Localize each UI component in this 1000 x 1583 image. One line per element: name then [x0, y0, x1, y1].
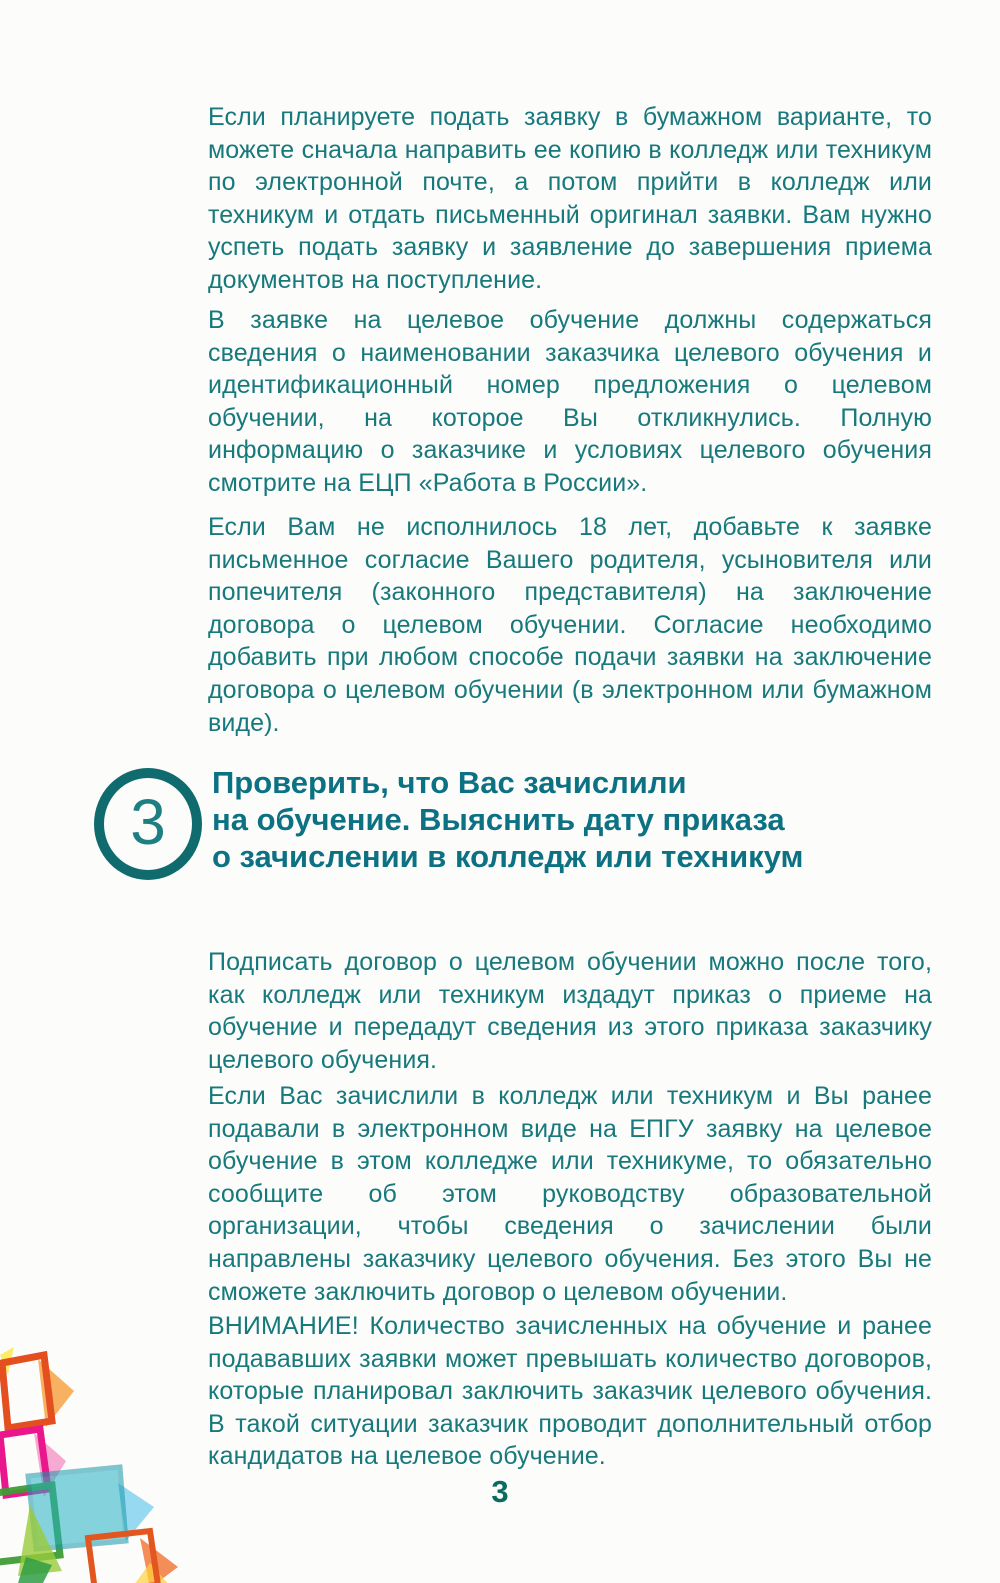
- step-heading-line-3: о зачислении в колледж или техникум: [212, 839, 804, 874]
- step-heading: [212, 764, 952, 875]
- step-number: 3: [130, 786, 166, 858]
- page-number: 3: [491, 1474, 509, 1509]
- body-paragraph-4: Подписать договор о целевом обучении можно после того, как колледж или техникум издадут приказ о приеме на обучение и передадут сведения из этого приказа заказчику целевого обучения.: [208, 948, 932, 1074]
- body-paragraph-3: Если Вам не исполнилось 18 лет, добавьте к заявке письменное согласие Вашего родителя, усыновителя или попечителя (законного представителя) на заключение договора о целевом обучении. Согласие необходимо добавить при любом способе подачи заявки на заключение договора о целевом обучении (в электронном или бумажном виде).: [208, 513, 932, 737]
- decorative-squares-graphic: [0, 1333, 240, 1583]
- step-heading-line-2: на обучение. Выяснить дату приказа: [212, 802, 785, 837]
- body-paragraph-6: ВНИМАНИЕ! Количество зачисленных на обучение и ранее подававших заявки может превышать количество договоров, которые планировал заключить заказчик целевого обучения. В такой ситуации заказчик проводит дополнительный отбор кандидатов на целевое обучение.: [208, 1312, 932, 1471]
- step-number-badge: [94, 768, 202, 880]
- step-heading-line-1: Проверить, что Вас зачислили: [212, 765, 687, 800]
- body-paragraph-5: Если Вас зачислили в колледж или техникум и Вы ранее подавали в электронном виде на ЕПГУ заявку на целевое обучение в этом колледже или техникуме, то обязательно сообщите об этом руководству образовательной организации, чтобы сведения о зачислении были направлены заказчику целевого обучения. Без этого Вы не сможете заключить договор о целевом обучении.: [208, 1082, 932, 1306]
- body-paragraph-1: Если планируете подать заявку в бумажном варианте, то можете сначала направить ее копию в колледж или техникум по электронной почте, а потом прийти в колледж или техникум и отдать письменный оригинал заявки. Вам нужно успеть подать заявку и заявление до завершения приема документов на поступление.: [208, 103, 932, 294]
- body-paragraph-2: В заявке на целевое обучение должны содержаться сведения о наименовании заказчика целевого обучения и идентификационный номер предложения о целевом обучении, на которое Вы откликнулись. Полную информацию о заказчике и условиях целевого обучения смотрите на ЕЦП «Работа в России».: [208, 306, 932, 497]
